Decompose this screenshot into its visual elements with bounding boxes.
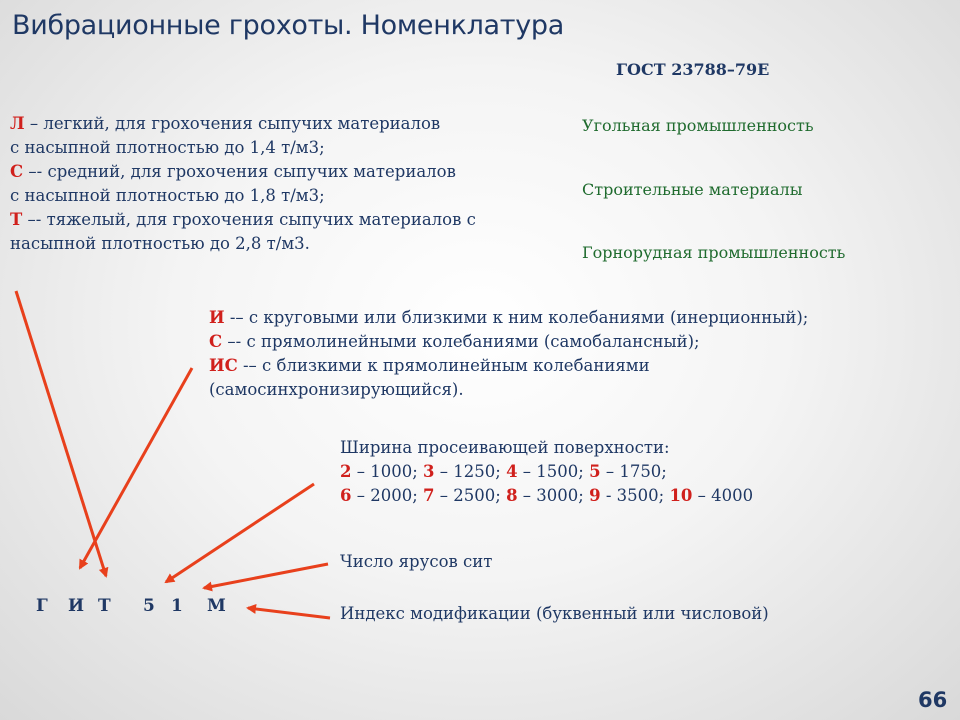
width-code: 3 [423,462,435,481]
width-code: 6 [340,486,352,505]
width-code: 8 [506,486,518,505]
vibration-code: И [209,308,225,327]
width-value: – 2500; [434,486,507,505]
weight-text: – легкий, для грохочения сыпучих материалов [24,114,441,133]
designation-letter-i: И [68,596,85,616]
designation-letter-t: Т [98,596,111,616]
width-code: 9 [589,486,601,505]
width-value: – 2000; [351,486,424,505]
vibration-text: -– с круговыми или близкими к ним колебаниями (инерционный); [224,308,809,327]
width-value: – 3000; [517,486,590,505]
width-value: – 1000; [351,462,424,481]
width-value: – 1500; [517,462,590,481]
arrow-vibration-to-i [80,368,192,568]
weight-class-light-cont: с насыпной плотностью до 1,4 т/м3; [10,138,325,157]
designation-width-digit: 5 [143,596,155,616]
width-code: 10 [669,486,693,505]
page-number: 66 [918,688,948,712]
vibration-text: -– с близкими к прямолинейным колебаниями [237,356,650,375]
tiers-label: Число ярусов сит [340,552,493,571]
width-value: – 1750; [600,462,667,481]
width-code: 5 [589,462,601,481]
modification-label: Индекс модификации (буквенный или числовой) [340,604,769,623]
vibration-code: ИС [209,356,238,375]
designation-tiers-digit: 1 [171,596,183,616]
width-code: 4 [506,462,518,481]
width-heading: Ширина просеивающей поверхности: [340,438,670,457]
weight-class-medium-cont: с насыпной плотностью до 1,8 т/м3; [10,186,325,205]
weight-text: –- средний, для грохочения сыпучих материалов [23,162,456,181]
weight-text: –- тяжелый, для грохочения сыпучих материалов с [22,210,476,229]
slide-title: Вибрационные грохоты. Номенклатура [12,10,564,41]
weight-class-heavy-cont: насыпной плотностью до 2,8 т/м3. [10,234,310,253]
width-value: – 4000 [692,486,754,505]
arrow-width-to-5 [166,484,314,582]
arrow-weight-to-t [16,291,106,576]
industry-mining: Горнорудная промышленность [582,243,846,262]
designation-letter-g: Г [36,596,48,616]
gost-standard: ГОСТ 23788–79Е [616,60,770,79]
weight-code: Т [10,210,23,229]
vibration-text: –- с прямолинейными колебаниями (самобалансный); [222,332,700,351]
width-value: – 1250; [434,462,507,481]
arrow-tiers-to-1 [204,564,328,588]
weight-code: Л [10,114,25,133]
vibration-type-selfsync-cont: (самосинхронизирующийся). [209,380,464,399]
industry-coal: Угольная промышленность [582,116,814,135]
width-code: 7 [423,486,435,505]
designation-modification: М [207,596,226,616]
width-value: - 3500; [600,486,670,505]
industry-construction: Строительные материалы [582,180,803,199]
arrow-modification-to-m [248,608,330,618]
vibration-code: С [209,332,223,351]
weight-code: С [10,162,24,181]
width-code: 2 [340,462,352,481]
